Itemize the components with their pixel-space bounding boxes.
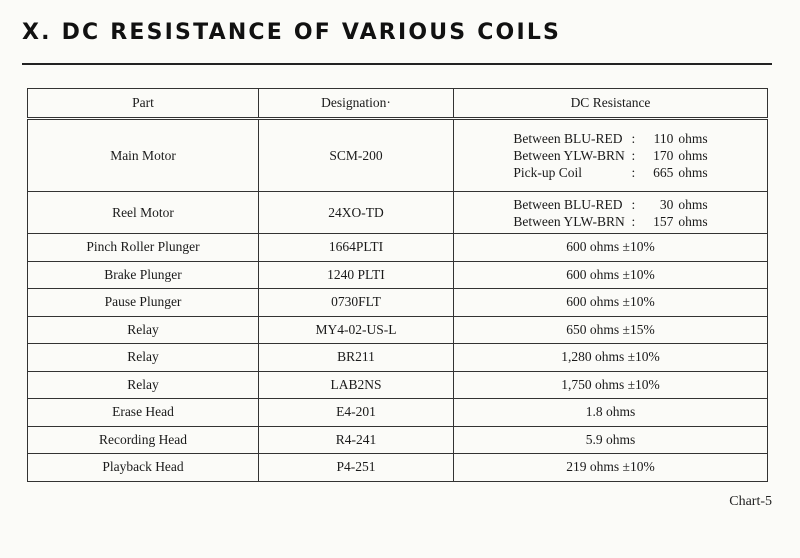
cell-part: Pause Plunger: [28, 289, 259, 317]
cell-dc-resistance: 5.9 ohms: [454, 426, 768, 454]
table-row: [28, 426, 768, 454]
resistance-line: [513, 147, 707, 164]
cell-dc-resistance: [454, 119, 768, 192]
cell-part: Main Motor: [28, 119, 259, 192]
cell-dc-resistance: 219 ohms ±10%: [454, 454, 768, 482]
cell-part: Erase Head: [28, 399, 259, 427]
resistance-line: [513, 213, 707, 230]
cell-part: Recording Head: [28, 426, 259, 454]
line-colon: :: [631, 196, 636, 212]
cell-dc-resistance: 600 ohms ±10%: [454, 261, 768, 289]
cell-designation: 1664PLTI: [259, 234, 454, 262]
line-value: 110: [653, 131, 674, 146]
cell-designation: BR211: [259, 344, 454, 372]
line-label: Between YLW-BRN: [513, 148, 625, 163]
cell-part: Brake Plunger: [28, 261, 259, 289]
line-colon: :: [631, 165, 636, 180]
table-header-row: [28, 89, 768, 119]
coil-resistance-table: [27, 88, 768, 482]
cell-part: Relay: [28, 344, 259, 372]
table-row: [28, 316, 768, 344]
line-value: 157: [653, 213, 674, 229]
table-row: [28, 234, 768, 262]
line-colon: :: [631, 148, 636, 163]
cell-part: Relay: [28, 316, 259, 344]
header-dc-resistance: DC Resistance: [454, 89, 768, 119]
line-unit: ohms: [678, 165, 708, 180]
cell-dc-resistance: 1,750 ohms ±10%: [454, 371, 768, 399]
table-row: [28, 454, 768, 482]
cell-designation: 24XO-TD: [259, 192, 454, 234]
cell-part: Relay: [28, 371, 259, 399]
line-label: Pick-up Coil: [513, 165, 582, 180]
line-unit: ohms: [678, 213, 708, 229]
table-row: [28, 371, 768, 399]
resistance-line: [513, 130, 707, 147]
cell-part: Pinch Roller Plunger: [28, 234, 259, 262]
cell-dc-resistance: 1.8 ohms: [454, 399, 768, 427]
cell-designation: SCM-200: [259, 119, 454, 192]
table-row: [28, 192, 768, 234]
line-label: Between YLW-BRN: [513, 213, 625, 229]
chart-number-label: Chart-5: [729, 494, 772, 509]
cell-designation: 0730FLT: [259, 289, 454, 317]
line-value: 665: [653, 165, 674, 180]
table-row: [28, 261, 768, 289]
line-value: 30: [659, 196, 674, 212]
resistance-line: [513, 164, 707, 181]
cell-designation: 1240 PLTI: [259, 261, 454, 289]
cell-designation: R4-241: [259, 426, 454, 454]
resistance-line: [513, 196, 707, 213]
line-unit: ohms: [678, 148, 708, 163]
table-row: [28, 289, 768, 317]
resistance-lines: [513, 130, 707, 181]
cell-designation: MY4-02-US-L: [259, 316, 454, 344]
header-part: Part: [28, 89, 259, 119]
table-row: [28, 344, 768, 372]
cell-dc-resistance: 650 ohms ±15%: [454, 316, 768, 344]
cell-part: Playback Head: [28, 454, 259, 482]
cell-dc-resistance: [454, 192, 768, 234]
line-value: 170: [653, 148, 674, 163]
resistance-lines: [513, 196, 707, 230]
cell-designation: E4-201: [259, 399, 454, 427]
table-row: [28, 399, 768, 427]
line-colon: :: [631, 131, 636, 146]
title-underline: [22, 63, 772, 65]
page-title: X. DC RESISTANCE OF VARIOUS COILS: [22, 20, 562, 45]
cell-designation: LAB2NS: [259, 371, 454, 399]
cell-dc-resistance: 600 ohms ±10%: [454, 289, 768, 317]
cell-dc-resistance: 600 ohms ±10%: [454, 234, 768, 262]
cell-designation: P4-251: [259, 454, 454, 482]
line-label: Between BLU-RED: [513, 131, 623, 146]
line-unit: ohms: [678, 131, 708, 146]
line-label: Between BLU-RED: [513, 196, 623, 212]
cell-part: Reel Motor: [28, 192, 259, 234]
line-unit: ohms: [678, 196, 708, 212]
header-designation: Designation·: [259, 89, 454, 119]
line-colon: :: [631, 213, 636, 229]
cell-dc-resistance: 1,280 ohms ±10%: [454, 344, 768, 372]
table-row: [28, 119, 768, 192]
